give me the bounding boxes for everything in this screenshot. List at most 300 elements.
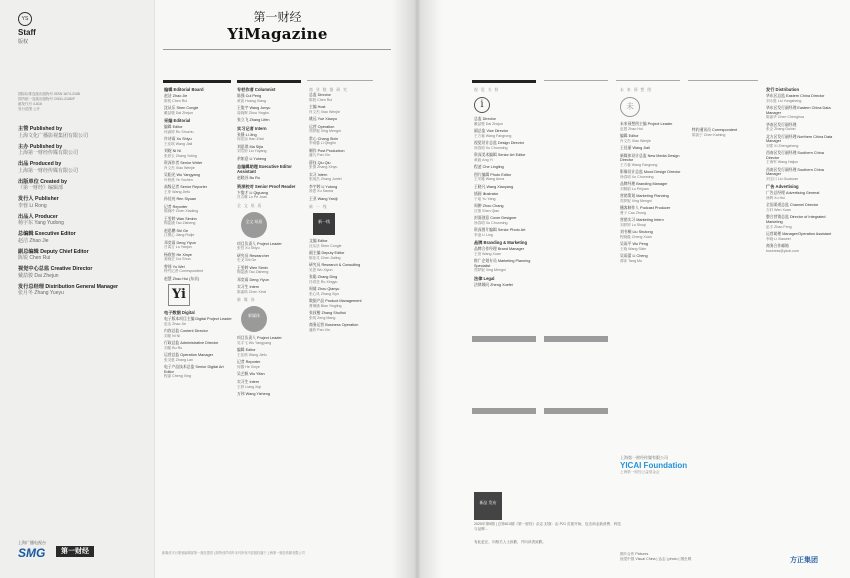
entry-name: 刘宝川 Liu Guokuan: [766, 176, 799, 181]
entry-name: 郑梦妮 Xing Mengni: [309, 129, 341, 134]
staff-entry: [237, 157, 305, 162]
staff-role: [18, 196, 148, 209]
staff-entry: [237, 392, 305, 397]
entry-name: 张灵惠 Zhang Lan: [164, 357, 193, 362]
entry-name: 陈嘉华 Chen Chenghua: [766, 115, 804, 120]
staff-entry: [309, 105, 377, 114]
entry-name: 程嘉 Cheng Xing: [164, 374, 191, 379]
section-heading: 编辑 Editorial Board: [164, 87, 204, 92]
entry-role: 刘书桐 Liu Shutong: [620, 230, 653, 235]
entry-role: 数据产品 Product Management: [309, 299, 362, 304]
staff-entry: [164, 253, 232, 262]
entry-role: 插画 Illustrator: [474, 192, 499, 197]
staff-entry: [620, 146, 688, 151]
entry-name: 赵丰 Zhao Feng: [766, 224, 792, 229]
staff-entry: [164, 205, 232, 214]
section-label: 新 媒 体: [237, 298, 256, 303]
entry-role: 西南区发行副经理 Southern China Manager: [766, 167, 824, 177]
entry-role: 研究员 Researcher: [237, 253, 270, 258]
entry-role: 邓奕雨 Deng Yiyun: [237, 277, 269, 282]
entry-name: 曹子 Cao Zhong: [620, 210, 646, 215]
entry-role: 高级记者 Senior Reporter: [164, 185, 208, 189]
entry-name: 王方蓉 Wang Fangrong: [620, 162, 658, 167]
entry-role: 副总监 Vice Director: [474, 129, 509, 133]
entry-name: 李雨馨 Li Qinglin: [309, 141, 336, 146]
publisher-roles: [18, 126, 148, 301]
staff-entry: [474, 117, 542, 126]
entry-name: 王萱 Wang Xuan: [474, 251, 501, 256]
staff-entry: [766, 94, 834, 103]
entry-role: 陈强 Cui Peng: [237, 94, 262, 98]
entry-role: 万伟 Wang Yizheng: [237, 391, 270, 396]
staff-entry: [164, 161, 232, 170]
staff-entry: [164, 149, 232, 158]
entry-name: 戴喆骏 Dai Zhejun: [474, 121, 504, 126]
entry-name: 王佳琪 Wang Jiali: [164, 141, 193, 146]
entry-role: 广告总经理 Advertising General: [766, 191, 820, 196]
entry-role: 记者 Reporter: [164, 204, 188, 209]
entry-name: 吕禹言 Lu Yanjun: [164, 245, 192, 250]
entry-role: 王亚 Wang Yaniji: [309, 196, 338, 201]
divider-bar: [472, 80, 536, 83]
entry-role: 主编 Host: [309, 105, 326, 109]
section-heading: 资深校对 Senior Proof Reader: [237, 183, 296, 189]
staff-role: [18, 179, 148, 192]
staff-entry: [692, 128, 760, 137]
entry-name: 张会 Zhang Guixin: [766, 127, 796, 132]
staff-title: Staff: [18, 28, 36, 37]
entry-role: 实习生 Intern: [237, 285, 260, 290]
staff-entry: [620, 154, 688, 168]
entry-name: 吴思 Wu Xiyun: [309, 267, 333, 272]
entry-name: 王海军 Wang Haijun: [766, 160, 799, 165]
staff-entry: [766, 232, 834, 241]
right-page: [416, 0, 850, 578]
grey-bar: [544, 408, 608, 414]
entry-role: 电子产品技术总监 Senior Digital Art Editor: [164, 365, 224, 374]
entry-role: 运营助理 Manager/Operation Assistant: [766, 231, 832, 236]
staff-entry: [164, 197, 232, 202]
masthead-rule: [163, 49, 391, 50]
entry-name: 程晓璇 Cheng Xuan: [620, 234, 652, 239]
staff-entry: [164, 94, 232, 103]
role-label: 发行总经理 Distribution General Manager: [18, 283, 119, 290]
staff-entry: [309, 275, 377, 284]
staff-entry: [620, 242, 688, 251]
staff-entry: [309, 149, 377, 158]
entry-name: 黄毅 Ang Yi: [474, 157, 493, 162]
entry-role: 资深图片编辑 Senior Photo Art: [474, 228, 526, 233]
grey-bar: [472, 336, 536, 342]
entry-role: 推广企划专员 Marketing Planning Specialist: [474, 259, 531, 268]
role-name: 戴喆骏 Dai Zhejun: [18, 272, 59, 279]
divider-bar: [616, 80, 680, 81]
entry-role: 品牌经理 Branding Manager: [620, 182, 668, 187]
staff-entry: [164, 265, 232, 274]
entry-name: 万轩 Wen Xuan: [766, 207, 791, 212]
role-name: 《第一财经》编辑部: [18, 185, 64, 191]
entry-role: 记者 Reporter: [237, 360, 261, 365]
staff-entry: [620, 218, 688, 227]
entry-role: 北方区发行副经理 Northern China Data Manager: [766, 134, 833, 144]
entry-name: 姜晓芸 Cui Shuo: [164, 257, 191, 262]
entry-role: 王俊宇 Wang Junyu: [237, 106, 271, 110]
entry-role: 视觉设计总监 Design Director: [474, 141, 525, 145]
entry-role: 封面创意 Cover Designer: [474, 216, 517, 221]
staff-entry: [620, 254, 688, 263]
staff-entry: [474, 216, 542, 225]
entry-name: 徐思 Xu Sanna: [309, 189, 333, 194]
staff-role: [18, 249, 148, 262]
divider-bar: [237, 80, 301, 83]
staff-entry: [164, 241, 232, 250]
entry-role: 薛钰 Qiu Qiu: [309, 160, 331, 165]
divider-bar: [163, 80, 231, 83]
entry-role: 行政总监 Administrative Director: [164, 341, 219, 346]
staff-entry: [766, 106, 834, 120]
role-name: 上海第一财经传媒有限公司: [18, 150, 79, 156]
staff-entry: [309, 251, 377, 260]
role-label: 出版单位 Created by: [18, 178, 68, 185]
entry-name: 陶姿涵 Tao Zisheng: [164, 221, 196, 226]
staff-entry: [474, 228, 542, 237]
role-label: 发行人 Publisher: [18, 196, 59, 202]
staff-entry: [237, 372, 305, 377]
entry-name: 江栖心 Jiang Ruijie: [164, 233, 195, 238]
entry-role: 刘思琪 Ma Sijia: [237, 144, 263, 149]
entry-name: 郑梦妮 Xing Mengni: [474, 268, 506, 273]
divider-bar: [688, 80, 758, 81]
new-release-badge: 新品 发布: [474, 492, 502, 520]
entry-role: 项目负责人 Project Leader: [237, 241, 282, 246]
issn-block: 国际标准连续出版物号 ISSN 1674-2168 国内统一连续出版物号 CN31-2165/F 邮发代号 4-816 发行范围 公开: [18, 92, 80, 111]
staff-entry: [309, 173, 377, 182]
entry-name: 徐春明 Xu Chunming: [474, 145, 508, 150]
section-heading: 总编辑助理 Executive Editor Assistant: [237, 164, 292, 175]
entry-name: 陈锐 Chen Rui: [164, 98, 188, 103]
entry-role: 赵晓苏 Bu Ru: [237, 176, 260, 181]
divider-bar: [307, 80, 373, 81]
entry-role: 王雯婷 Wan Siminn: [164, 216, 197, 221]
staff-entry: [164, 173, 232, 182]
staff-entry: [237, 145, 305, 154]
staff-role: [18, 266, 148, 279]
role-label: 主管 Published by: [18, 126, 63, 132]
entry-name: 陈锐 Chen Rui: [309, 97, 333, 102]
entry-role: 张聪 Zhang Ding: [309, 275, 338, 280]
staff-entry: [237, 278, 305, 283]
entry-role: 资深作者 Senior Writer: [164, 161, 203, 165]
entry-name: 于瑶 Yu Yang: [474, 196, 496, 201]
entry-role: 编辑 Editor: [620, 134, 639, 138]
entry-role: 李宇婷 Li Yutong: [309, 184, 338, 189]
entry-name: business@yicai.com: [766, 248, 799, 253]
entry-role: 杨欣怡 He Xinye: [164, 252, 192, 257]
role-label: 视觉中心总监 Creative Director: [18, 266, 93, 272]
entry-name: 赵洁 Zhao Jie: [164, 321, 186, 326]
entry-role: 编辑 Editor: [237, 348, 256, 353]
entry-role: 张立飞 Zhang Lifen: [237, 118, 270, 122]
staff-role: [18, 231, 148, 244]
entry-name: 刘佩娟 Lu Peijuan: [620, 186, 649, 191]
staff-entry: [237, 106, 305, 115]
staff-entry: [237, 254, 305, 263]
staff-entry: [474, 129, 542, 138]
entry-role: 曾瑶 Yu Wei: [164, 264, 185, 269]
section-label: 未 来 预 想 图: [620, 88, 653, 92]
column-editorial: [164, 84, 232, 382]
entry-role: 沈从乐 Shen Congle: [164, 106, 199, 110]
entry-role: 卞俊才 Li Qiguang: [237, 190, 268, 195]
entry-role: 商务运营 Business Operation: [309, 323, 359, 328]
divider-bar: [544, 80, 608, 81]
staff-entry: [474, 247, 542, 256]
staff-entry: [309, 239, 377, 248]
staff-entry: [237, 266, 305, 275]
entry-name: 任叔莹 Ru Xingyu: [309, 279, 338, 284]
staff-entry: [766, 203, 834, 212]
promo-note: 2025年第5期 | 总第813期《第一财经》杂志 封面：由 P21 页面开始，包含商业新消费、科技与品牌...: [474, 522, 621, 531]
section-label: 视 觉 支 持: [474, 88, 500, 92]
pictures-credits: 视觉中国 Visual China | 达志 | photo | 图虫网: [620, 557, 692, 561]
staff-entry: [237, 242, 305, 251]
section-heading: 实习记者 Intern: [237, 125, 267, 131]
entry-name: 李晓 Li Xiaowei: [766, 236, 791, 241]
entry-role: 常心 Chang Sixin: [309, 136, 339, 141]
entry-name: 张纯杰 Zhang Junfei: [309, 177, 342, 182]
entry-role: 实习生 Intern: [237, 379, 260, 384]
staff-entry: [164, 317, 232, 326]
entry-role: 华东区发行副经理 Eastern China Data Manager: [766, 106, 831, 115]
entry-name: 潘欣 Pan Xin: [309, 327, 330, 332]
staff-entry: [237, 360, 305, 369]
entry-name: 王方蓉 Wang Fangrong: [474, 133, 512, 138]
entry-name: 张心凤 Zhang Xiyu: [309, 291, 339, 296]
section-label: 全 文 纸 质: [237, 203, 263, 208]
entry-role: 未来预想图主编 Project Leader: [620, 122, 673, 126]
staff-entry: [237, 348, 305, 357]
founder-group-logo: 方正集团: [790, 557, 818, 564]
entry-name: 谭沐 Tang Mu: [620, 258, 642, 263]
role-name: 上海文化广播影视集团有限公司: [18, 132, 89, 139]
section-heading: 采编 Editorial: [164, 118, 191, 123]
entry-role: 华东区总监 Eastern China Director: [766, 94, 825, 98]
entry-role: 赵思鹏 Shi Ge: [164, 228, 189, 233]
entry-name: 叶秋晨 Ye Yuchen: [164, 177, 193, 182]
entry-role: 全国渠道总监 Channel Director: [766, 203, 819, 208]
entry-name: 刘妮 Bu Ru: [164, 345, 183, 350]
column-columnists: [237, 84, 305, 400]
role-label: 总编辑 Executive Editor: [18, 231, 76, 237]
entry-role: 刘妮 Ni Ni: [164, 149, 181, 153]
staff-entry: [309, 263, 377, 272]
column-future: [620, 84, 688, 266]
entry-name: 沈从乐 Shen Congle: [309, 243, 342, 248]
entry-role: 赵洁 Zhao Jie: [164, 94, 188, 98]
entry-role: 播客制作人 Podcast Producer: [620, 206, 671, 211]
staff-role: [18, 126, 148, 139]
staff-entry: [766, 191, 834, 200]
entry-name: 史戈 Shi Ge: [237, 258, 257, 263]
entry-name: 李凌 Li Ling: [474, 232, 493, 237]
entry-role: 许诗雨 Xu Shiyu: [164, 137, 192, 141]
masthead: [210, 8, 345, 43]
entry-role: 王雯婷 Wen Simin: [237, 265, 268, 270]
staff-entry: [309, 185, 377, 194]
column-distribution: [766, 84, 834, 256]
staff-entry: [474, 204, 542, 213]
entry-name: 刘永胜 Liu Yongsheng: [766, 98, 802, 103]
entry-role: 总监 Director: [474, 117, 496, 121]
staff-entry: [309, 161, 377, 170]
column-data-research: [309, 84, 377, 335]
entry-role: 副主编 Deputy Editor: [309, 251, 345, 256]
entry-role: 制作 Post Production: [309, 148, 345, 153]
info-icon: i: [474, 97, 490, 113]
staff-entry: [766, 123, 834, 132]
entry-name: 吕吉琳 Lu Pe Juan: [237, 195, 267, 200]
entry-name: 王安娜 Wang Anna: [474, 177, 505, 182]
entry-role: 程凌 Che Lingling: [474, 165, 504, 169]
section-heading: 专栏作者 Columnist: [237, 87, 276, 92]
entry-name: 何渝婷 Ru Shuzhu: [164, 129, 194, 134]
staff-entry: [237, 380, 305, 389]
staff-entry: [309, 197, 377, 202]
role-name: 陈锐 Chen Rui: [18, 255, 51, 261]
staff-entry: [164, 125, 232, 134]
role-name: 杨宇东 Yang Yudong: [18, 220, 64, 226]
staff-entry: [620, 230, 688, 239]
pictures-label: 图片合作 Pictures: [620, 552, 649, 556]
staff-entry: [309, 137, 377, 146]
entry-role: 项目负责人 Project Leader: [237, 336, 282, 341]
staff-entry: [237, 285, 305, 294]
entry-role: 品牌合作经理 Brand Manager: [474, 247, 525, 252]
masthead-cn: 第一财经: [253, 10, 302, 24]
staff-column: [0, 0, 155, 578]
entry-name: 肖文杰 Xiao Wenjie: [620, 138, 651, 143]
entry-name: 徐春明 Xu Chunming: [474, 220, 508, 225]
entry-role: 内容总监 Content Director: [164, 329, 208, 334]
entry-role: 西南区发行副经理 Southern China Director: [766, 151, 824, 160]
role-name: 张月冬 Zhang Yueyu: [18, 290, 64, 296]
circle-badge: 新媒体: [241, 306, 267, 332]
entry-role: 吴雨蕾 Li Cheng: [620, 254, 648, 259]
entry-name: 王佳琪 Wang Jiefu: [237, 352, 267, 357]
staff-entry: [474, 165, 542, 170]
role-label: 出品 Produced by: [18, 161, 62, 167]
entry-name: 张婷玉 Zhang Yuting: [164, 153, 197, 158]
staff-entry: [620, 182, 688, 191]
entry-role: 实习 Intern: [309, 172, 328, 177]
role-label: 副总编辑 Deputy Chief Editor: [18, 248, 89, 255]
staff-subtitle: 版权: [18, 39, 29, 45]
square-badge: 新一线: [313, 213, 335, 235]
entry-role: 周翀 Zhou Chang: [474, 204, 504, 209]
entry-role: 周倩 Zhou Qianyu: [309, 287, 340, 292]
entry-name: 肖文杰 Xiao Wenjie: [309, 109, 340, 114]
entry-name: 陈佳灵 Chen Jialing: [309, 255, 341, 260]
entry-role: 影像设计总监 Mood Design Director: [620, 170, 681, 175]
entry-name: 肖文杰 Xiao Wenjie: [164, 165, 195, 170]
entry-name: 徐春明 Xu Chunming: [620, 174, 654, 179]
staff-entry: [474, 192, 542, 201]
entry-role: 张静 Li Jing: [237, 132, 257, 137]
staff-role: [18, 144, 148, 157]
entry-role: 法律顾问 Zheng Xuefei: [474, 282, 513, 287]
entry-name: 黄凯 Huang Xiang: [237, 98, 266, 103]
staff-entry: [237, 118, 305, 123]
entry-role: 王晓凡 Wang Xiaoyang: [474, 184, 514, 189]
entry-name: 潘凡 Pan Xin: [309, 153, 330, 158]
staff-entry: [164, 329, 232, 338]
entry-name: 何佳如 Han Zhixi: [237, 137, 264, 142]
staff-entry: [237, 176, 305, 181]
entry-name: 沈倩 Shen Qian: [474, 208, 500, 213]
entry-role: 资深美术编辑 Senior Art Editor: [474, 153, 526, 157]
section-label: 商 业 数 据 研 究: [309, 88, 349, 92]
grey-bar: [544, 336, 608, 342]
entry-name: 何馨 He Xinye: [237, 364, 260, 369]
column-visual: [474, 84, 542, 290]
entry-role: 图片编辑 Photo Editor: [474, 172, 512, 177]
entry-role: 电子版本项目主编 Digital Project Leader: [164, 317, 232, 322]
staff-entry: [164, 217, 232, 226]
section-heading: 发行 Distribution: [766, 87, 800, 92]
staff-entry: [164, 277, 232, 282]
correction-note: 有此更正，向相关人士致歉，并向读者致歉。: [474, 540, 546, 544]
staff-entry: [620, 206, 688, 215]
entry-role: 新媒体设计总监 New Media Design Director: [620, 153, 680, 163]
entry-role: 吴阳光 Wu Yangyang: [164, 173, 200, 177]
entry-role: 研究员 Research & Consulting: [309, 263, 361, 268]
entry-name: 张倩 Zhang Xinyu: [309, 165, 338, 170]
entry-role: 总监 Director: [309, 93, 331, 97]
entry-name: 周晓辉 Zhou Yingbo: [237, 110, 269, 115]
entry-name: 刘郑 Xi Zhengzheng: [766, 143, 799, 148]
entry-role: 余如意 Li Yuheng: [237, 156, 267, 161]
entry-name: 陈晓玲 Chen Xiaoling: [164, 209, 199, 214]
entry-role: 邓奕雨 Deng Yiyun: [164, 240, 196, 245]
entry-name: 陶姿涵 Tao Zisheng: [237, 270, 269, 275]
section-heading: 品牌 Branding & Marketing: [474, 240, 528, 246]
column-correspondent: [692, 128, 760, 140]
staff-entry: [766, 151, 834, 165]
entry-name: 特约记者 Correspondent: [164, 269, 204, 274]
entry-role: 孙佳亮 Ren Siyuan: [164, 197, 197, 201]
entry-name: 吴宇飞 Wu Yangyang: [237, 340, 271, 345]
staff-entry: [237, 191, 305, 200]
entry-name: 张哲 Xu Shiyu: [237, 246, 260, 251]
role-name: 上海第一财经传媒有限公司: [18, 167, 79, 174]
entry-name: 王菲 Wang Jiefu: [164, 189, 191, 194]
staff-entry: [474, 185, 542, 190]
staff-entry: [474, 141, 542, 150]
entry-name: 曹琳涵 Bian Yingling: [309, 303, 342, 308]
staff-entry: [309, 93, 377, 102]
entry-name: 戴喆骏 Dai Zhejun: [164, 110, 194, 115]
entry-name: 赵慧 Zhao Hui: [620, 126, 643, 131]
seal-logo: 未: [620, 97, 640, 117]
masthead-en: YiMagazine: [227, 25, 328, 43]
yi-logo: Yi: [168, 284, 190, 306]
left-footer: 新媒体平台策划编辑部第一财经提供 | 除特别声明外本刊所有内容版权属于上海第一财经传媒有限公司: [162, 551, 305, 555]
entry-role: 张叔楷 Zhang Shulhui: [309, 311, 346, 316]
entry-name: 刘婷婷 Lu Shuqi: [620, 222, 646, 227]
staff-role: [18, 214, 148, 227]
staff-entry: [474, 173, 542, 182]
staff-entry: [309, 299, 377, 308]
